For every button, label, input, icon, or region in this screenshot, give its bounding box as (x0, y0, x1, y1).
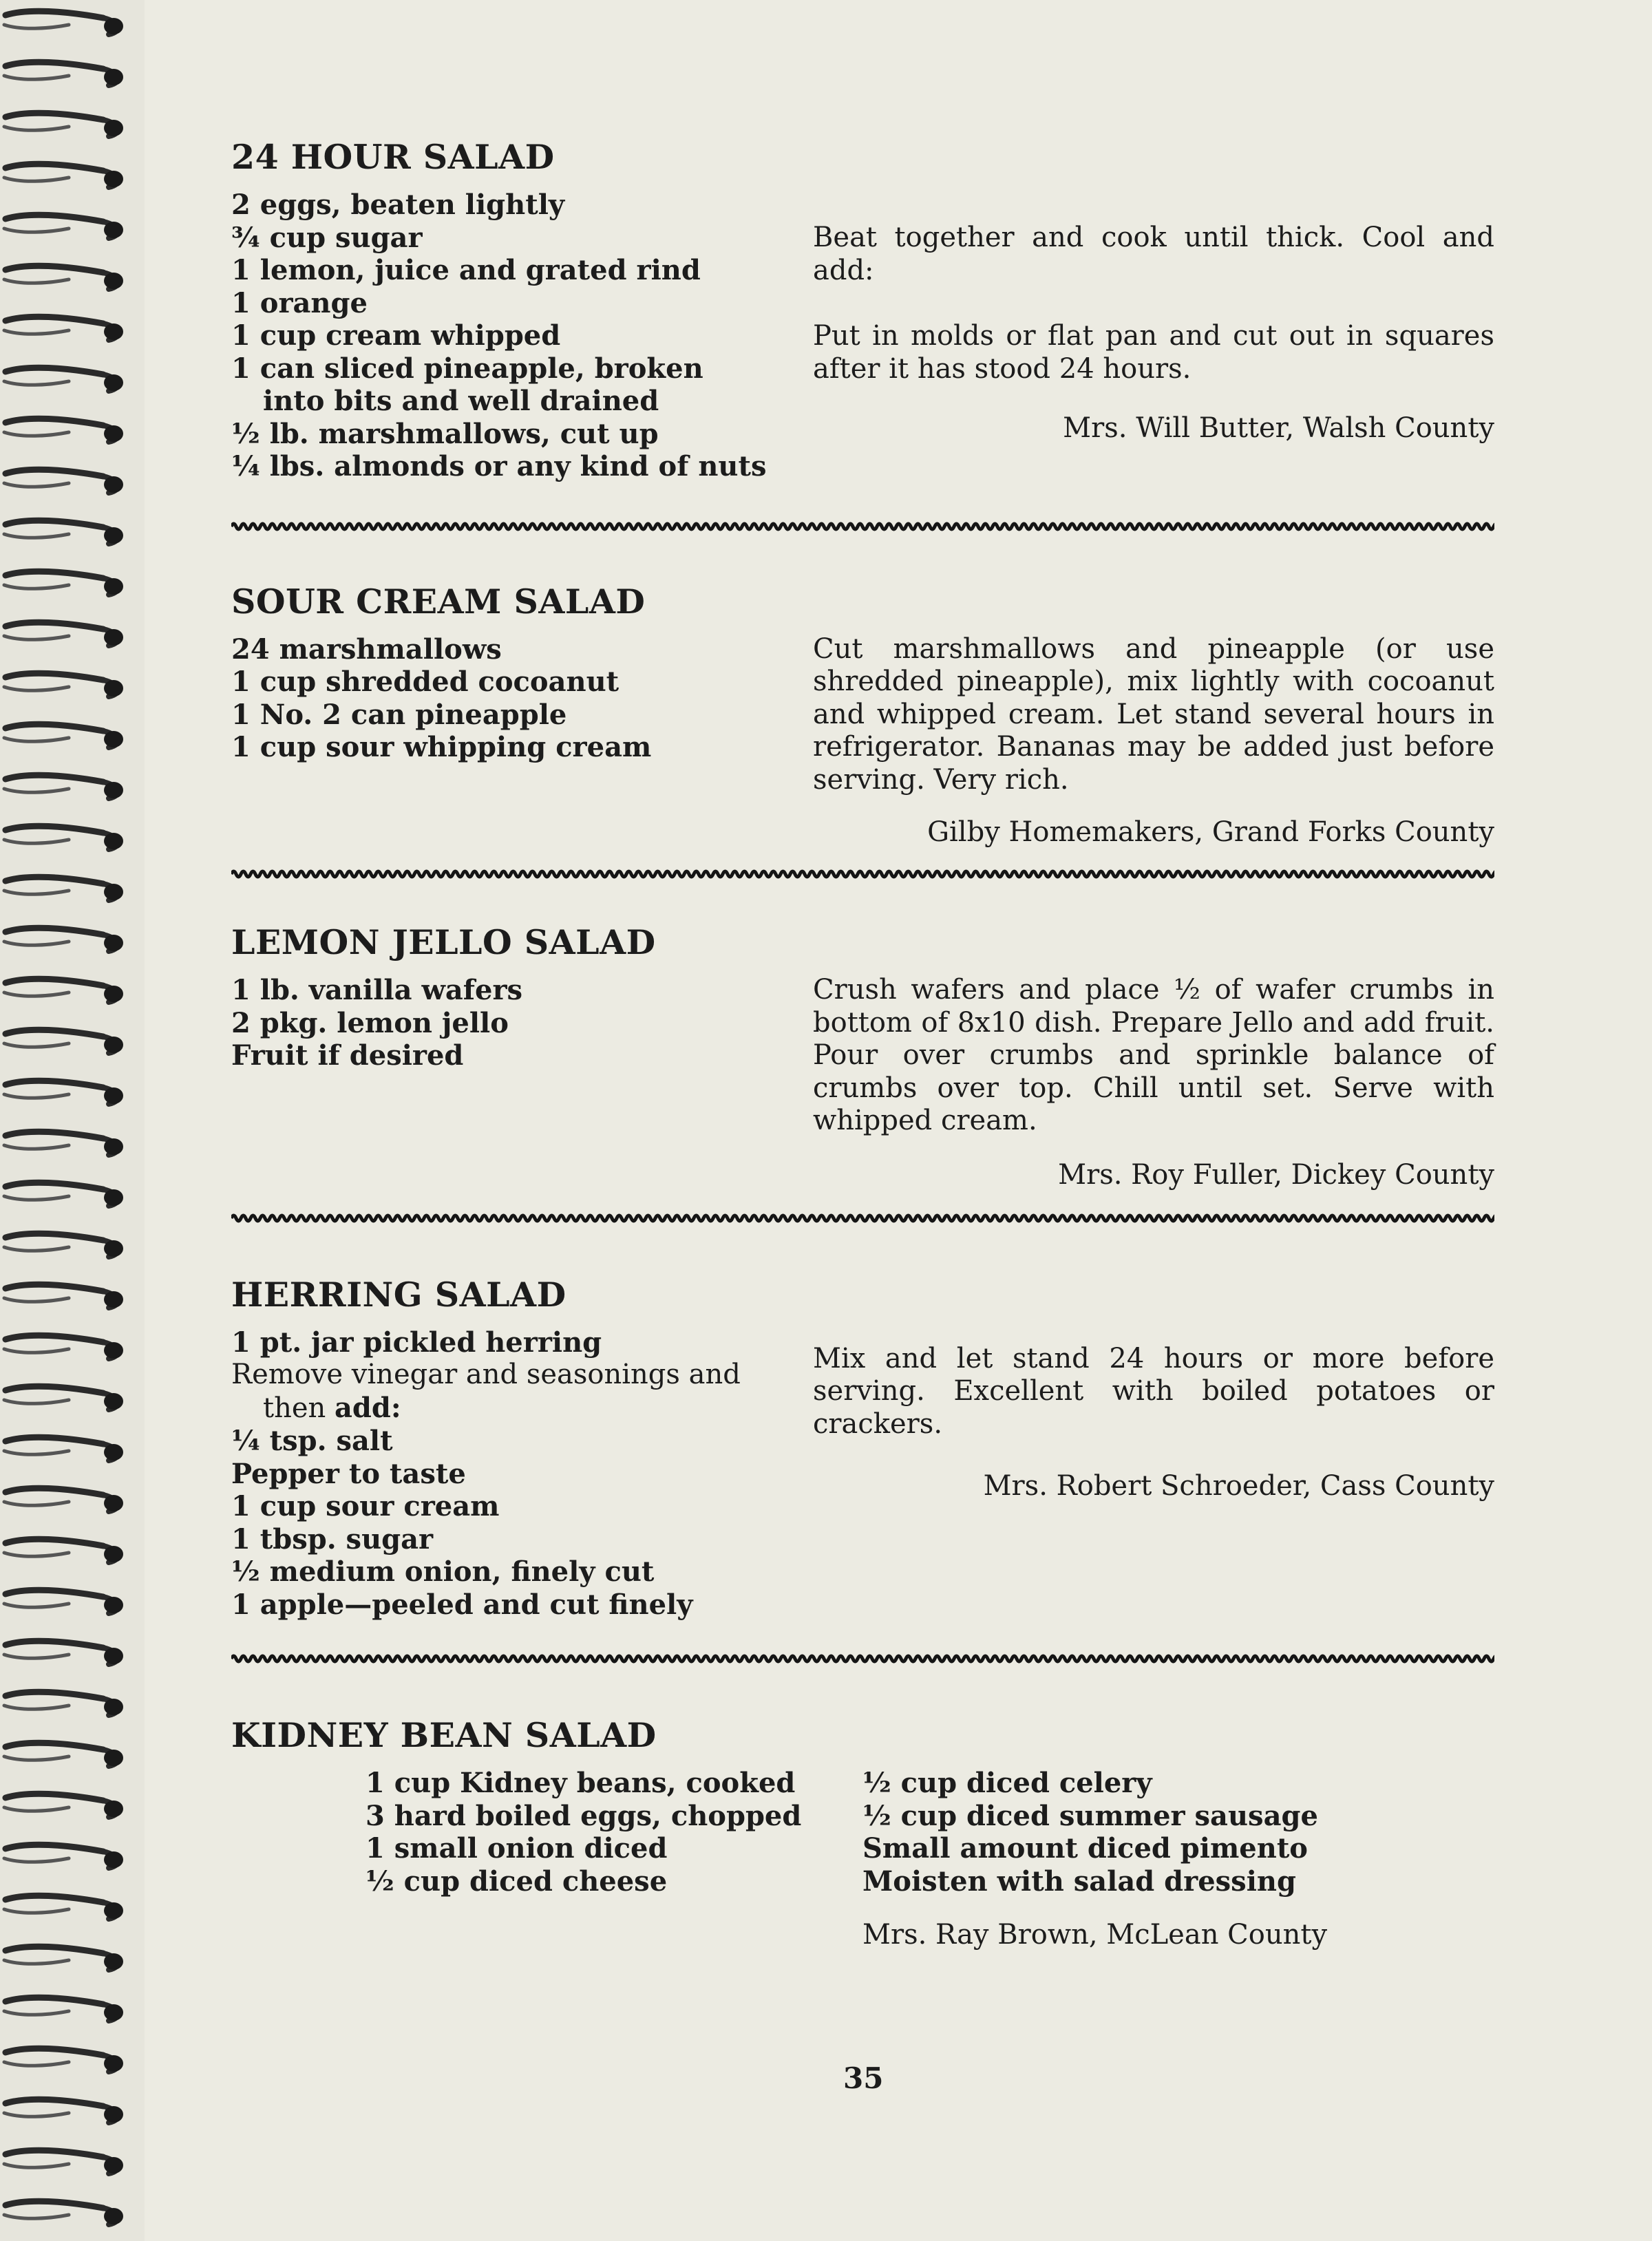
ingredient: 1 can sliced pineapple, broken into bits and well drained (231, 352, 703, 417)
ingredient-list (231, 974, 768, 1191)
ingredient: 24 marshmallows (231, 633, 502, 666)
ingredient: 1 No. 2 can pineapple (231, 698, 567, 731)
ingredient: 2 pkg. lemon jello (231, 1006, 509, 1039)
ingredient: 3 hard boiled eggs, chopped (366, 1799, 802, 1832)
ingredient: 1 tbsp. sugar (231, 1522, 434, 1555)
ingredient: 1 lemon, juice and grated rind (231, 254, 701, 286)
page-number: 35 (843, 2061, 884, 2095)
recipe-credit: Mrs. Ray Brown, McLean County (862, 1919, 1328, 1951)
ingredient-column-right (840, 1767, 1494, 1951)
cookbook-page (231, 138, 1494, 1951)
direction-text: Crush wafers and place ½ of wafer crumbs in bottom of 8x10 dish. Prepare Jello and add fruit. Pour over crumbs and sprinkle balance of crumbs over top. Chill until set. Serve with whipped cream. (813, 974, 1494, 1136)
recipe-herring-salad (231, 1275, 1494, 1622)
direction-text: Put in molds or flat pan and cut out in squares after it has stood 24 hours. (813, 320, 1494, 385)
spiral-binding (0, 0, 145, 2241)
ingredient: Fruit if desired (231, 1039, 464, 1072)
ingredient: 1 small onion diced (366, 1832, 668, 1865)
ingredient: 1 cup shredded cocoanut (231, 666, 620, 698)
ingredient: ½ medium onion, finely cut (231, 1555, 655, 1588)
ingredient-list (231, 1326, 768, 1622)
ingredient: ¾ cup sugar (231, 221, 423, 254)
recipe-credit: Gilby Homemakers, Grand Forks County (927, 816, 1494, 848)
directions (813, 633, 1494, 849)
recipe-title: SOUR CREAM SALAD (231, 581, 646, 622)
recipe-24-hour-salad (231, 138, 1494, 483)
ingredient: ½ cup diced cheese (366, 1865, 668, 1898)
directions (813, 974, 1494, 1191)
recipe-title: LEMON JELLO SALAD (231, 922, 656, 962)
recipe-title: 24 HOUR SALAD (231, 137, 555, 177)
recipe-title: HERRING SALAD (231, 1274, 566, 1315)
direction-text: Mix and let stand 24 hours or more before serving. Excellent with boiled potatoes or crackers. (813, 1342, 1494, 1440)
ingredient: ½ cup diced celery (862, 1767, 1152, 1799)
wavy-divider (231, 1209, 1494, 1227)
note-text: Remove vinegar and seasonings and then (231, 1359, 741, 1424)
ingredient-column-left (231, 1767, 840, 1951)
directions (813, 189, 1494, 483)
ingredient: Pepper to taste (231, 1457, 466, 1490)
direction-text: Beat together and cook until thick. Cool and add: (813, 222, 1494, 286)
recipe-credit: Mrs. Robert Schroeder, Cass County (983, 1470, 1494, 1502)
directions (813, 1326, 1494, 1622)
ingredient-list (231, 189, 768, 483)
ingredient: 1 apple—peeled and cut finely (231, 1588, 693, 1621)
ingredient-list (231, 633, 768, 849)
ingredient: Moisten with salad dressing (862, 1865, 1296, 1898)
ingredient: 1 lb. vanilla wafers (231, 974, 523, 1006)
ingredient: 2 eggs, beaten lightly (231, 189, 565, 221)
recipe-kidney-bean-salad (231, 1716, 1494, 1951)
recipe-credit: Mrs. Roy Fuller, Dickey County (1058, 1158, 1494, 1191)
ingredient: ¼ lbs. almonds or any kind of nuts (231, 450, 767, 482)
ingredient: ½ cup diced summer sausage (862, 1799, 1318, 1832)
wavy-divider (231, 865, 1494, 883)
note-add: add: (335, 1391, 401, 1424)
ingredient: 1 orange (231, 286, 368, 319)
ingredient: 1 cup sour cream (231, 1490, 500, 1522)
ingredient: ½ lb. marshmallows, cut up (231, 417, 659, 450)
recipe-title: KIDNEY BEAN SALAD (231, 1715, 657, 1755)
ingredient: 1 pt. jar pickled herring (231, 1326, 602, 1359)
direction-text: Cut marshmallows and pineapple (or use shredded pineapple), mix lightly with cocoanut and whipped cream. Let stand several hours in refrigerator. Bananas may be added just before serving. Very rich. (813, 633, 1494, 796)
wavy-divider (231, 1650, 1494, 1668)
ingredient-note (231, 1359, 768, 1425)
ingredient: Small amount diced pimento (862, 1832, 1308, 1865)
ingredient: 1 cup Kidney beans, cooked (366, 1767, 796, 1799)
recipe-credit: Mrs. Will Butter, Walsh County (1063, 412, 1494, 444)
ingredient: ¼ tsp. salt (231, 1425, 393, 1457)
ingredient: 1 cup cream whipped (231, 319, 561, 352)
wavy-divider (231, 518, 1494, 535)
recipe-sour-cream-salad (231, 582, 1494, 849)
recipe-lemon-jello-salad (231, 923, 1494, 1191)
ingredient: 1 cup sour whipping cream (231, 731, 652, 763)
